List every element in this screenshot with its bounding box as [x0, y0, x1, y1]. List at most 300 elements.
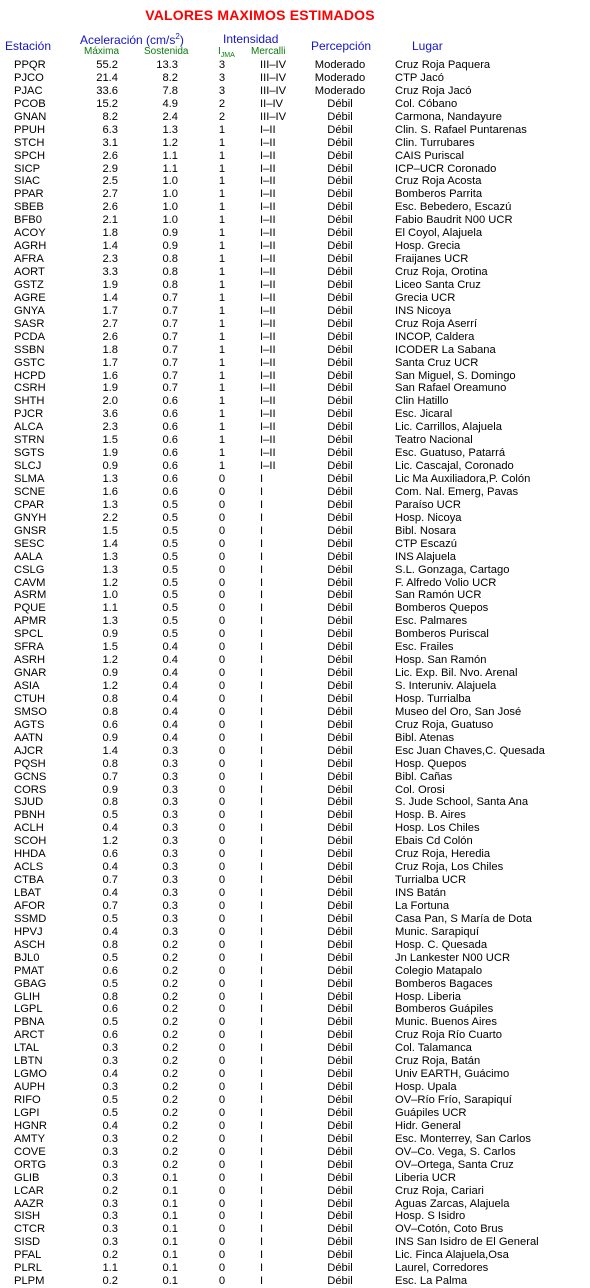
table-row: [0, 227, 590, 240]
station-code: SPCL: [14, 628, 44, 641]
ijma-intensity: 1: [218, 214, 226, 227]
mercalli-intensity: I: [260, 964, 264, 977]
mercalli-intensity: I–II: [260, 253, 276, 266]
station-code: LCAR: [14, 1184, 44, 1197]
station-code: PBNH: [14, 809, 46, 822]
table-row: [0, 150, 590, 163]
ijma-intensity: 0: [218, 1210, 226, 1223]
station-code: CTBA: [14, 874, 44, 887]
mercalli-intensity: I–II: [260, 201, 276, 214]
sustained-acceleration: 0.1: [162, 1171, 178, 1184]
sustained-acceleration: 0.7: [162, 330, 178, 343]
table-row: [0, 1198, 590, 1211]
perception: Débil: [327, 770, 353, 783]
station-code: AGRH: [14, 240, 47, 253]
mercalli-intensity: I–II: [260, 136, 276, 149]
sustained-acceleration: 0.3: [162, 861, 178, 874]
perception: Débil: [327, 408, 353, 421]
station-code: PJCO: [14, 71, 44, 84]
ijma-intensity: 0: [218, 705, 226, 718]
location: Hosp. Grecia: [395, 240, 461, 253]
mercalli-intensity: I–II: [260, 421, 276, 434]
location: Esc. La Palma: [395, 1275, 468, 1288]
location: Bomberos Guápiles: [395, 1003, 494, 1016]
station-code: AFOR: [14, 899, 46, 912]
mercalli-intensity: I: [260, 899, 264, 912]
mercalli-intensity: I: [260, 1016, 264, 1029]
sustained-acceleration: 0.1: [162, 1197, 178, 1210]
perception: Débil: [327, 188, 353, 201]
ijma-intensity: 1: [218, 421, 226, 434]
table-row: [0, 538, 590, 551]
ijma-intensity: 2: [218, 110, 226, 123]
perception: Débil: [327, 938, 353, 951]
sustained-acceleration: 0.2: [162, 1068, 178, 1081]
mercalli-intensity: I: [260, 861, 264, 874]
max-acceleration: 0.5: [102, 809, 118, 822]
station-code: ASCH: [14, 938, 46, 951]
sustained-acceleration: 0.5: [162, 524, 178, 537]
sustained-acceleration: 0.1: [162, 1275, 178, 1288]
sustained-acceleration: 0.3: [162, 744, 178, 757]
max-acceleration: 0.3: [102, 1145, 118, 1158]
max-acceleration: 0.8: [102, 705, 118, 718]
max-acceleration: 0.3: [102, 1132, 118, 1145]
location: Bibl. Cañas: [395, 770, 453, 783]
max-acceleration: 1.5: [102, 434, 118, 447]
max-acceleration: 0.7: [102, 770, 118, 783]
perception: Débil: [327, 1210, 353, 1223]
station-code: SLMA: [14, 473, 45, 485]
sustained-acceleration: 0.6: [162, 485, 178, 498]
ijma-intensity: 0: [218, 809, 226, 822]
table-row: [0, 758, 590, 771]
mercalli-intensity: I: [260, 1106, 264, 1119]
perception: Débil: [327, 1236, 353, 1249]
station-code: AJCR: [14, 744, 44, 757]
table-row: [0, 460, 590, 473]
table-row: [0, 318, 590, 331]
ijma-intensity: 0: [218, 602, 226, 615]
sustained-acceleration: 0.5: [162, 563, 178, 576]
max-acceleration: 3.1: [102, 136, 118, 149]
header-ijma-sub: JMA: [220, 52, 235, 59]
location: Cruz Roja, Batán: [395, 1055, 481, 1068]
station-code: PQUE: [14, 602, 46, 615]
ijma-intensity: 0: [218, 1016, 226, 1029]
location: S.L. Gonzaga, Cartago: [395, 563, 510, 576]
mercalli-intensity: III–IV: [260, 84, 287, 97]
max-acceleration: 2.6: [102, 149, 118, 162]
sustained-acceleration: 1.0: [162, 188, 178, 201]
max-acceleration: 1.4: [102, 537, 118, 550]
location: Hosp. S Isidro: [395, 1210, 466, 1223]
station-code: AFRA: [14, 253, 44, 266]
ijma-intensity: 0: [218, 1094, 226, 1106]
perception: Débil: [327, 524, 353, 537]
mercalli-intensity: I: [260, 809, 264, 822]
station-code: BFB0: [14, 214, 42, 227]
ijma-intensity: 0: [218, 757, 226, 770]
max-acceleration: 0.8: [102, 796, 118, 809]
table-row: [0, 706, 590, 719]
ijma-intensity: 0: [218, 1262, 226, 1275]
station-code: PCDA: [14, 330, 46, 343]
station-code: AAZR: [14, 1197, 44, 1210]
table-row: [0, 965, 590, 978]
max-acceleration: 1.9: [102, 382, 118, 395]
max-acceleration: 0.9: [102, 628, 118, 641]
sustained-acceleration: 0.7: [162, 317, 178, 330]
location: Santa Cruz UCR: [395, 356, 479, 369]
location: Cruz Roja Río Cuarto: [395, 1029, 502, 1042]
sustained-acceleration: 0.5: [162, 628, 178, 641]
location: Bomberos Bagaces: [395, 977, 493, 990]
perception: Débil: [327, 1145, 353, 1158]
sustained-acceleration: 0.2: [162, 1042, 178, 1055]
station-code: SSBN: [14, 343, 45, 356]
max-acceleration: 1.3: [102, 498, 118, 511]
table-row: [0, 771, 590, 784]
station-code: PBNA: [14, 1016, 45, 1029]
location: Cruz Roja Aserrí: [395, 317, 478, 330]
max-acceleration: 0.3: [102, 1223, 118, 1236]
perception: Débil: [327, 654, 353, 667]
sustained-acceleration: 0.8: [162, 253, 178, 266]
mercalli-intensity: I–II: [260, 447, 276, 460]
mercalli-intensity: I: [260, 589, 264, 602]
max-acceleration: 0.4: [102, 925, 118, 938]
table-row: [0, 1029, 590, 1042]
perception: Débil: [327, 97, 353, 110]
perception: Débil: [327, 589, 353, 602]
station-code: SLCJ: [14, 460, 42, 473]
max-acceleration: 2.5: [102, 175, 118, 188]
station-code: SBEB: [14, 201, 44, 214]
max-acceleration: 1.4: [102, 291, 118, 304]
sustained-acceleration: 0.3: [162, 822, 178, 835]
sustained-acceleration: 0.4: [162, 705, 178, 718]
table-row: [0, 822, 590, 835]
sustained-acceleration: 0.2: [162, 1132, 178, 1145]
station-code: SCOH: [14, 835, 47, 848]
mercalli-intensity: I: [260, 912, 264, 925]
sustained-acceleration: 0.4: [162, 654, 178, 667]
location: Cruz Roja, Guatuso: [395, 718, 494, 731]
max-acceleration: 0.3: [102, 1171, 118, 1184]
max-acceleration: 0.5: [102, 1016, 118, 1029]
station-code: PLRL: [14, 1262, 42, 1275]
mercalli-intensity: I: [260, 1042, 264, 1055]
location: Carmona, Nandayure: [395, 110, 502, 123]
perception: Moderado: [314, 59, 366, 71]
sustained-acceleration: 0.2: [162, 1158, 178, 1171]
perception: Débil: [327, 550, 353, 563]
mercalli-intensity: I: [260, 576, 264, 589]
table-row: [0, 253, 590, 266]
table-row: [0, 848, 590, 861]
location: Aguas Zarcas, Alajuela: [395, 1197, 510, 1210]
mercalli-intensity: I: [260, 1184, 264, 1197]
station-code: GNYA: [14, 304, 45, 317]
location: Liberia UCR: [395, 1171, 456, 1184]
location: Cruz Roja, Heredia: [395, 848, 491, 861]
location: CTP Escazú: [395, 537, 457, 550]
table-row: [0, 680, 590, 693]
location: Bibl. Atenas: [395, 731, 455, 744]
table-row: [0, 214, 590, 227]
station-code: SIAC: [14, 175, 41, 188]
perception: Débil: [327, 1081, 353, 1094]
perception: Débil: [327, 835, 353, 848]
ijma-intensity: 0: [218, 899, 226, 912]
max-acceleration: 0.4: [102, 1119, 118, 1132]
location: Cruz Roja, Orotina: [395, 266, 488, 278]
location: CTP Jacó: [395, 71, 444, 84]
mercalli-intensity: I–II: [260, 434, 276, 447]
ijma-intensity: 0: [218, 615, 226, 628]
location: Hosp. Turrialba: [395, 692, 471, 705]
max-acceleration: 1.3: [102, 550, 118, 563]
max-acceleration: 0.6: [102, 718, 118, 731]
station-code: CTUH: [14, 692, 46, 705]
table-row: [0, 913, 590, 926]
sustained-acceleration: 0.6: [162, 421, 178, 434]
header-aceleracion: [80, 32, 184, 47]
perception: Débil: [327, 899, 353, 912]
sustained-acceleration: 0.2: [162, 990, 178, 1003]
table-row: [0, 1068, 590, 1081]
location: Hosp. Los Chiles: [395, 822, 480, 835]
perception: Débil: [327, 1184, 353, 1197]
location: Grecia UCR: [395, 291, 456, 304]
ijma-intensity: 0: [218, 628, 226, 641]
perception: Débil: [327, 615, 353, 628]
table-row: [0, 602, 590, 615]
location: San Ramón UCR: [395, 589, 482, 602]
ijma-intensity: 0: [218, 498, 226, 511]
sustained-acceleration: 0.3: [162, 887, 178, 899]
perception: Débil: [327, 395, 353, 408]
mercalli-intensity: I: [260, 498, 264, 511]
ijma-intensity: 0: [218, 1003, 226, 1016]
header-mercalli: Mercalli: [251, 46, 286, 57]
ijma-intensity: 0: [218, 964, 226, 977]
ijma-intensity: 1: [218, 369, 226, 382]
perception: Débil: [327, 214, 353, 227]
perception: Débil: [327, 537, 353, 550]
location: Col. Cóbano: [395, 97, 458, 110]
max-acceleration: 55.2: [96, 59, 118, 71]
perception: Débil: [327, 576, 353, 589]
sustained-acceleration: 0.1: [162, 1184, 178, 1197]
table-row: [0, 900, 590, 913]
sustained-acceleration: 0.3: [162, 899, 178, 912]
table-row: [0, 175, 590, 188]
table-row: [0, 85, 590, 98]
max-acceleration: 0.4: [102, 1068, 118, 1081]
station-code: PQSH: [14, 757, 46, 770]
station-code: SJUD: [14, 796, 44, 809]
sustained-acceleration: 0.3: [162, 874, 178, 887]
perception: Débil: [327, 1158, 353, 1171]
location: Hosp. Nicoya: [395, 511, 462, 524]
location: Fabio Baudrit N00 UCR: [395, 214, 513, 227]
perception: Débil: [327, 498, 353, 511]
table-row: [0, 486, 590, 499]
sustained-acceleration: 0.9: [162, 227, 178, 240]
station-code: HCPD: [14, 369, 46, 382]
location: Cruz Roja Paquera: [395, 59, 491, 71]
ijma-intensity: 1: [218, 123, 226, 136]
perception: Débil: [327, 201, 353, 214]
perception: Débil: [327, 110, 353, 123]
sustained-acceleration: 1.2: [162, 136, 178, 149]
max-acceleration: 0.6: [102, 848, 118, 861]
sustained-acceleration: 0.4: [162, 692, 178, 705]
perception: Débil: [327, 123, 353, 136]
station-code: GNAN: [14, 110, 47, 123]
sustained-acceleration: 0.7: [162, 382, 178, 395]
max-acceleration: 1.2: [102, 654, 118, 667]
sustained-acceleration: 8.2: [162, 71, 178, 84]
max-acceleration: 0.8: [102, 692, 118, 705]
table-row: [0, 266, 590, 279]
station-code: AUPH: [14, 1081, 46, 1094]
perception: Débil: [327, 602, 353, 615]
station-code: CPAR: [14, 498, 45, 511]
mercalli-intensity: I: [260, 783, 264, 796]
sustained-acceleration: 0.5: [162, 576, 178, 589]
mercalli-intensity: I–II: [260, 356, 276, 369]
station-code: SICP: [14, 162, 41, 175]
table-row: [0, 1223, 590, 1236]
sustained-acceleration: 0.5: [162, 498, 178, 511]
mercalli-intensity: I–II: [260, 123, 276, 136]
ijma-intensity: 1: [218, 291, 226, 304]
sustained-acceleration: 0.5: [162, 511, 178, 524]
station-code: GLIH: [14, 990, 41, 1003]
station-code: ASRH: [14, 654, 46, 667]
table-row: [0, 111, 590, 124]
ijma-intensity: 0: [218, 1184, 226, 1197]
table-row: [0, 991, 590, 1004]
sustained-acceleration: 0.2: [162, 1106, 178, 1119]
ijma-intensity: 1: [218, 395, 226, 408]
mercalli-intensity: I: [260, 744, 264, 757]
perception: Débil: [327, 951, 353, 964]
location: Col. Orosi: [395, 783, 445, 796]
header-aceleracion-exp: 2: [175, 32, 180, 41]
table-row: [0, 512, 590, 525]
mercalli-intensity: I: [260, 718, 264, 731]
ijma-intensity: 0: [218, 550, 226, 563]
header-estacion: Estación: [5, 39, 52, 53]
station-code: GNSR: [14, 524, 47, 537]
ijma-intensity: 1: [218, 304, 226, 317]
table-row: [0, 874, 590, 887]
location: Esc. Bebedero, Escazú: [395, 201, 512, 214]
mercalli-intensity: I: [260, 796, 264, 809]
table-row: [0, 305, 590, 318]
location: Univ EARTH, Guácimo: [395, 1068, 510, 1081]
table-row: [0, 72, 590, 85]
perception: Débil: [327, 1171, 353, 1184]
mercalli-intensity: I: [260, 615, 264, 628]
location: OV–Río Frío, Sarapiquí: [395, 1094, 512, 1106]
max-acceleration: 2.6: [102, 330, 118, 343]
perception: Débil: [327, 641, 353, 654]
mercalli-intensity: I: [260, 925, 264, 938]
perception: Débil: [327, 887, 353, 899]
perception: Débil: [327, 1262, 353, 1275]
mercalli-intensity: I: [260, 731, 264, 744]
max-acceleration: 0.3: [102, 1042, 118, 1055]
station-code: LBAT: [14, 887, 42, 899]
mercalli-intensity: I: [260, 550, 264, 563]
header-sostenida: Sostenida: [144, 46, 189, 57]
mercalli-intensity: I: [260, 628, 264, 641]
ijma-intensity: 0: [218, 511, 226, 524]
ijma-intensity: 1: [218, 253, 226, 266]
table-row: [0, 98, 590, 111]
table-row: [0, 499, 590, 512]
max-acceleration: 0.9: [102, 460, 118, 473]
header-ijma-base: I: [218, 46, 221, 57]
perception: Débil: [327, 1016, 353, 1029]
ijma-intensity: 1: [218, 227, 226, 240]
table-row: [0, 525, 590, 538]
perception: Débil: [327, 136, 353, 149]
perception: Débil: [327, 1042, 353, 1055]
perception: Débil: [327, 460, 353, 473]
table-row: [0, 887, 590, 900]
perception: Débil: [327, 990, 353, 1003]
max-acceleration: 8.2: [102, 110, 118, 123]
max-acceleration: 1.2: [102, 680, 118, 692]
sustained-acceleration: 0.5: [162, 589, 178, 602]
header-aceleracion-close: ): [179, 33, 184, 47]
ijma-intensity: 0: [218, 1275, 226, 1288]
station-code: APMR: [14, 615, 47, 628]
ijma-intensity: 1: [218, 460, 226, 473]
ijma-intensity: 1: [218, 136, 226, 149]
mercalli-intensity: I–II: [260, 460, 276, 473]
station-code: ALCA: [14, 421, 44, 434]
max-acceleration: 15.2: [96, 97, 118, 110]
perception: Débil: [327, 1132, 353, 1145]
table-row: [0, 1159, 590, 1172]
max-acceleration: 3.6: [102, 408, 118, 421]
sustained-acceleration: 0.3: [162, 796, 178, 809]
location: Com. Nal. Emerg, Pavas: [395, 485, 519, 498]
ijma-intensity: 0: [218, 744, 226, 757]
max-acceleration: 2.3: [102, 421, 118, 434]
max-acceleration: 1.5: [102, 524, 118, 537]
ijma-intensity: 1: [218, 382, 226, 395]
table-row: [0, 745, 590, 758]
ijma-intensity: 1: [218, 201, 226, 214]
mercalli-intensity: I: [260, 1262, 264, 1275]
mercalli-intensity: I: [260, 654, 264, 667]
location: Fraijanes UCR: [395, 253, 469, 266]
sustained-acceleration: 0.4: [162, 680, 178, 692]
mercalli-intensity: I: [260, 641, 264, 654]
max-acceleration: 3.3: [102, 266, 118, 278]
mercalli-intensity: I–II: [260, 408, 276, 421]
location: ICP–UCR Coronado: [395, 162, 497, 175]
table-row: [0, 1249, 590, 1262]
